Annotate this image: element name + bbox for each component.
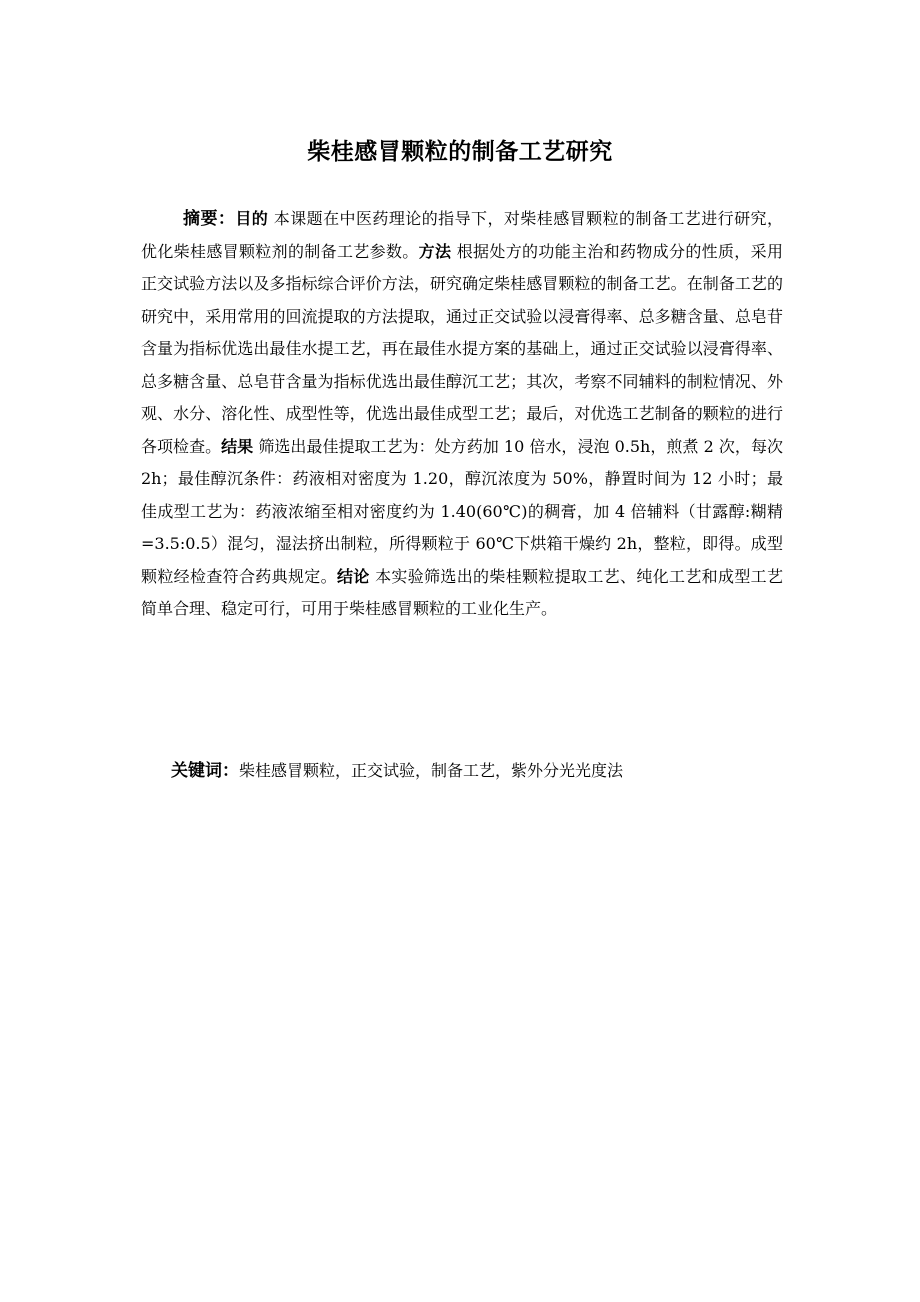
method-text: 根据处方的功能主治和药物成分的性质，采用正交试验方法以及多指标综合评价方法，研究确定柴桂感冒颗粒的制备工艺。在制备工艺的研究中，采用常用的回流提取的方法提取，通过正交试验以浸膏得率、总多糖含量、总皂苷含量为指标优选出最佳水提工艺，再在最佳水提方案的基础上，通过正交试验以浸膏得率、总多糖含量、总皂苷含量为指标优选出最佳醇沉工艺；其次，考察不同辅料的制粒情况、外观、水分、溶化性、成型性等，优选出最佳成型工艺；最后，对优选工艺制备的颗粒的进行各项检查。 bbox=[141, 241, 783, 456]
objective-label: 目的 bbox=[235, 209, 269, 228]
conclusion-text: 本实验筛选出的柴桂颗粒提取工艺、纯化工艺和成型工艺简单合理、稳定可行，可用于柴桂感冒颗粒的工业化生产。 bbox=[141, 566, 783, 618]
keywords-line bbox=[171, 755, 783, 787]
objective-text: 本课题在中医药理论的指导下，对柴桂感冒颗粒的制备工艺进行研究，优化柴桂感冒颗粒剂的制备工艺参数。 bbox=[141, 209, 783, 261]
result-label: 结果 bbox=[221, 436, 254, 456]
keywords-text: 柴桂感冒颗粒，正交试验，制备工艺，紫外分光光度法 bbox=[239, 761, 624, 780]
method-label: 方法 bbox=[418, 241, 452, 261]
paper-title: 柴桂感冒颗粒的制备工艺研究 bbox=[307, 139, 613, 165]
abstract-heading: 摘要： bbox=[183, 209, 236, 229]
abstract-paragraph bbox=[141, 203, 783, 626]
result-text: 筛选出最佳提取工艺为：处方药加 10 倍水，浸泡 0.5h，煎煮 2 次，每次 2h；最佳醇沉条件：药液相对密度为 1.20，醇沉浓度为 50%，静置时间为 12 小时；最佳成型工艺为：药液浓缩至相对密度约为 1.40(60℃)的稠膏，加 4 倍辅料（甘露醇:糊精=3.5:0.5）混匀，湿法挤出制粒，所得颗粒于 60℃下烘箱干燥约 2h，整粒，即得。成型颗粒经检查符合药典规定。 bbox=[141, 436, 783, 586]
conclusion-label: 结论 bbox=[336, 566, 370, 586]
keywords-heading: 关键词： bbox=[171, 761, 239, 781]
